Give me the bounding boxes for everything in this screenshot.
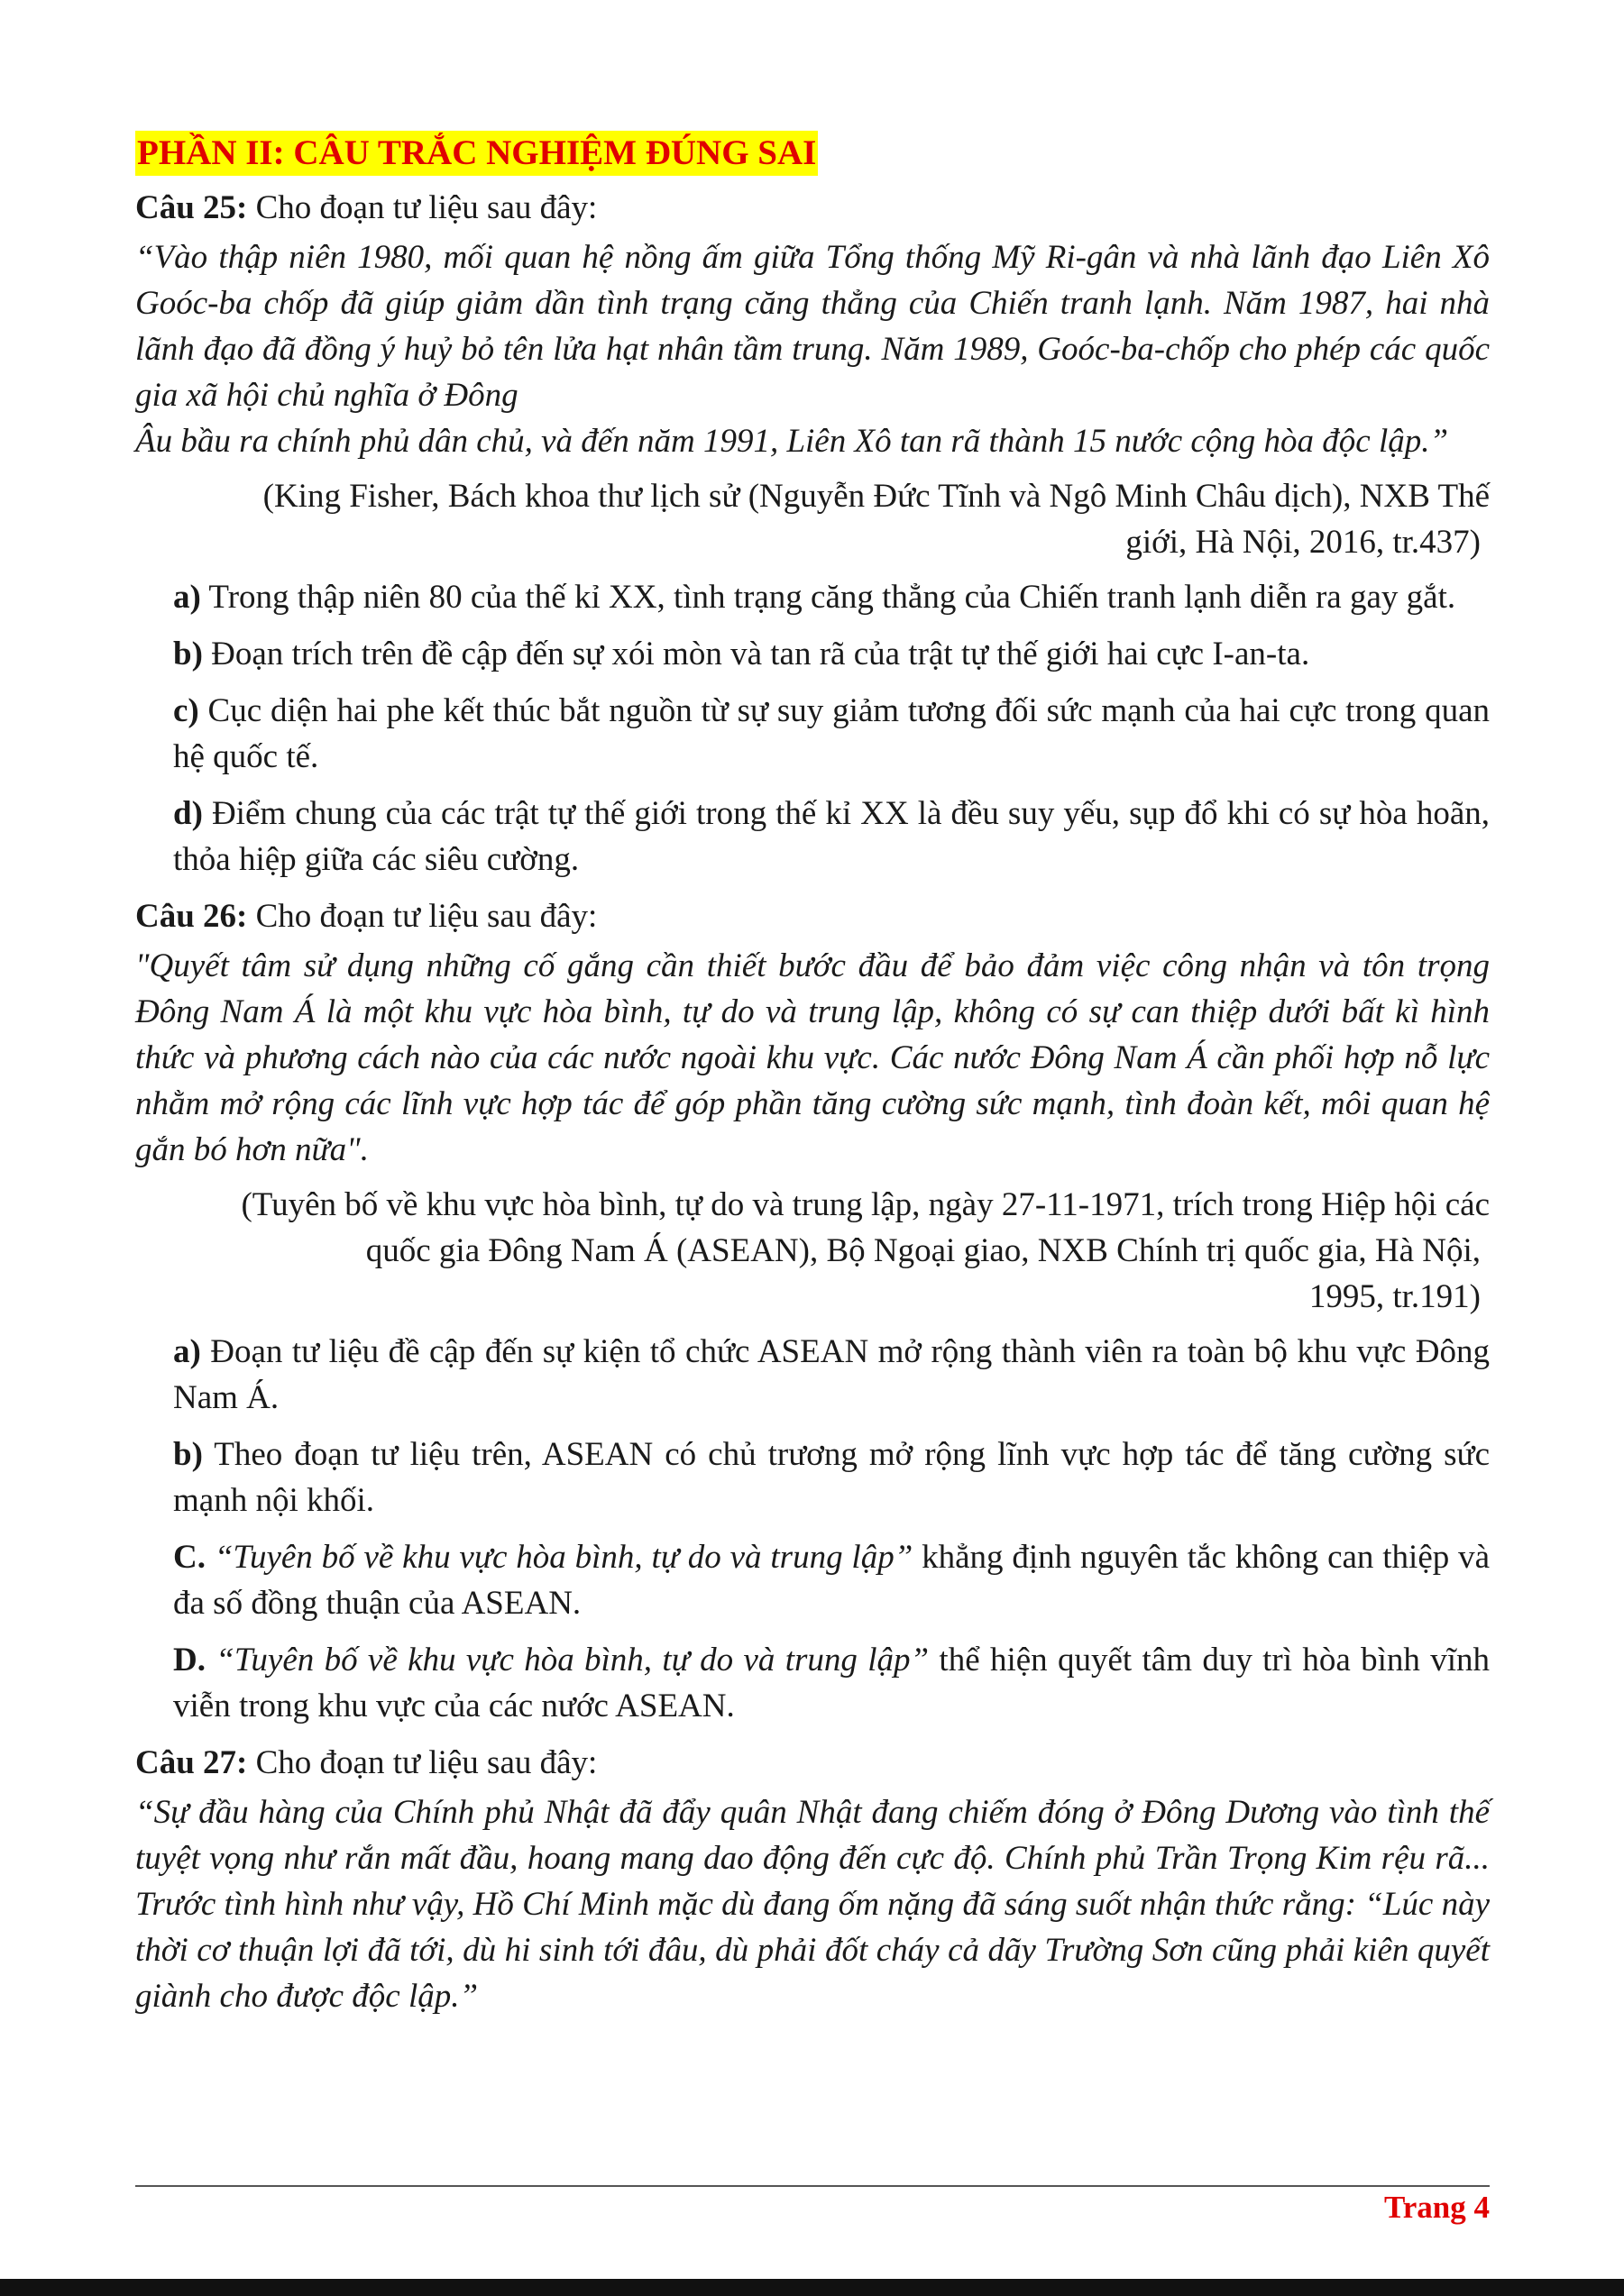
source-line: quốc gia Đông Nam Á (ASEAN), Bộ Ngoại giao, NXB Chính trị quốc gia, Hà Nội, [365, 1232, 1481, 1269]
source-line: (Tuyên bố về khu vực hòa bình, tự do và trung lập, ngày 27-11-1971, trích trong Hiệp hội các [241, 1186, 1490, 1223]
question-25-option-b [173, 631, 1490, 677]
question-26-option-a [173, 1329, 1490, 1421]
option-italic-text: “Tuyên bố về khu vực hòa bình, tự do và trung lập” [205, 1539, 913, 1576]
question-27-title [135, 1740, 1490, 1786]
question-25-title [135, 185, 1490, 231]
question-25-option-d [173, 791, 1490, 883]
option-letter: D. [173, 1642, 206, 1679]
option-text: Đoạn trích trên đề cập đến sự xói mòn và tan rã của trật tự thế giới hai cực I-an-ta. [202, 636, 1310, 672]
option-letter: a) [173, 579, 201, 616]
option-text: Theo đoạn tư liệu trên, ASEAN có chủ trương mở rộng lĩnh vực hợp tác để tăng cường sức mạnh nội khối. [173, 1436, 1490, 1519]
option-text: Cục diện hai phe kết thúc bắt nguồn từ sự suy giảm tương đối sức mạnh của hai cực trong quan hệ quốc tế. [173, 692, 1490, 775]
question-25-option-a [173, 574, 1490, 620]
question-27-intro: Cho đoạn tư liệu sau đây: [247, 1744, 598, 1781]
option-letter: C. [173, 1539, 206, 1576]
question-25-label: Câu 25: [135, 189, 248, 226]
option-text: Đoạn tư liệu đề cập đến sự kiện tổ chức ASEAN mở rộng thành viên ra toàn bộ khu vực Đông Nam Á. [173, 1333, 1490, 1416]
option-letter: b) [173, 636, 203, 672]
quote-paragraph: “Sự đầu hàng của Chính phủ Nhật đã đẩy quân Nhật đang chiếm đóng ở Đông Dương vào tình thế tuyệt vọng như rắn mất đầu, hoang mang dao động đến cực độ. Chính phủ Trần Trọng Kim rệu rã... Trước tình hình như vậy, Hồ Chí Minh mặc dù đang ốm nặng đã sáng suốt nhận thức rằng: “Lúc này thời cơ thuận lợi đã tới, dù hi sinh tới đâu, dù phải đốt cháy cả dãy Trường Sơn cũng phải kiên quyết giành cho được độc lập.” [135, 1794, 1490, 2015]
bottom-edge-strip [0, 2279, 1624, 2296]
option-text: thể hiện quyết tâm duy trì hòa bình vĩnh viễn trong khu vực của các nước ASEAN. [173, 1642, 1491, 1724]
question-25-intro: Cho đoạn tư liệu sau đây: [247, 189, 598, 226]
question-27-quote [135, 1789, 1490, 2019]
footer-divider [135, 2185, 1490, 2187]
question-25-source [135, 473, 1490, 565]
question-26-label: Câu 26: [135, 898, 248, 935]
option-letter: b) [173, 1436, 203, 1473]
question-26-option-b [173, 1432, 1490, 1523]
quote-paragraph: Âu bầu ra chính phủ dân chủ, và đến năm 1991, Liên Xô tan rã thành 15 nước cộng hòa độc lập.” [135, 423, 1449, 460]
question-26-intro: Cho đoạn tư liệu sau đây: [247, 898, 598, 935]
option-letter: c) [173, 692, 199, 729]
option-text: khẳng định nguyên tắc không can thiệp và đa số đồng thuận của ASEAN. [173, 1539, 1491, 1622]
quote-paragraph: "Quyết tâm sử dụng những cố gắng cần thiết bước đầu để bảo đảm việc công nhận và tôn trọng Đông Nam Á là một khu vực hòa bình, tự do và trung lập, không có sự can thiệp dưới bất kì hình thức và phương cách nào của các nước ngoài khu vực. Các nước Đông Nam Á cần phối hợp nỗ lực nhằm mở rộng các lĩnh vực hợp tác để góp phần tăng cường sức mạnh, tình đoàn kết, môi quan hệ gắn bó hơn nữa". [135, 947, 1490, 1168]
source-line: giới, Hà Nội, 2016, tr.437) [1125, 524, 1481, 561]
option-text: Trong thập niên 80 của thế kỉ XX, tình trạng căng thẳng của Chiến tranh lạnh diễn ra gay gắt. [200, 579, 1456, 616]
quote-paragraph: “Vào thập niên 1980, mối quan hệ nồng ấm giữa Tổng thống Mỹ Ri-gân và nhà lãnh đạo Liên Xô Goóc-ba chốp đã giúp giảm dần tình trạng căng thẳng của Chiến tranh lạnh. Năm 1987, hai nhà lãnh đạo đã đồng ý huỷ bỏ tên lửa hạt nhân tầm trung. Năm 1989, Goóc-ba-chốp cho phép các quốc gia xã hội chủ nghĩa ở Đông [135, 239, 1490, 414]
page-number: Trang 4 [1384, 2190, 1490, 2225]
question-25-quote [135, 234, 1490, 464]
source-line: (King Fisher, Bách khoa thư lịch sử (Nguyễn Đức Tĩnh và Ngô Minh Châu dịch), NXB Thế [262, 478, 1490, 515]
option-letter: a) [173, 1333, 201, 1370]
question-26-option-c [173, 1534, 1490, 1626]
option-text: Điểm chung của các trật tự thế giới trong thế kỉ XX là đều suy yếu, sụp đổ khi có sự hòa hoãn, thỏa hiệp giữa các siêu cường. [173, 795, 1490, 878]
section-heading: PHẦN II: CÂU TRẮC NGHIỆM ĐÚNG SAI [135, 131, 818, 176]
question-26-quote [135, 943, 1490, 1173]
source-line: 1995, tr.191) [1308, 1278, 1481, 1315]
question-26-option-d [173, 1637, 1490, 1729]
option-letter: d) [173, 795, 203, 832]
page-content [135, 131, 1490, 2028]
question-25-option-c [173, 688, 1490, 780]
question-26-title [135, 893, 1490, 939]
option-italic-text: “Tuyên bố về khu vực hòa bình, tự do và trung lập” [205, 1642, 930, 1679]
question-26-source [135, 1182, 1490, 1320]
question-27-label: Câu 27: [135, 1744, 248, 1781]
